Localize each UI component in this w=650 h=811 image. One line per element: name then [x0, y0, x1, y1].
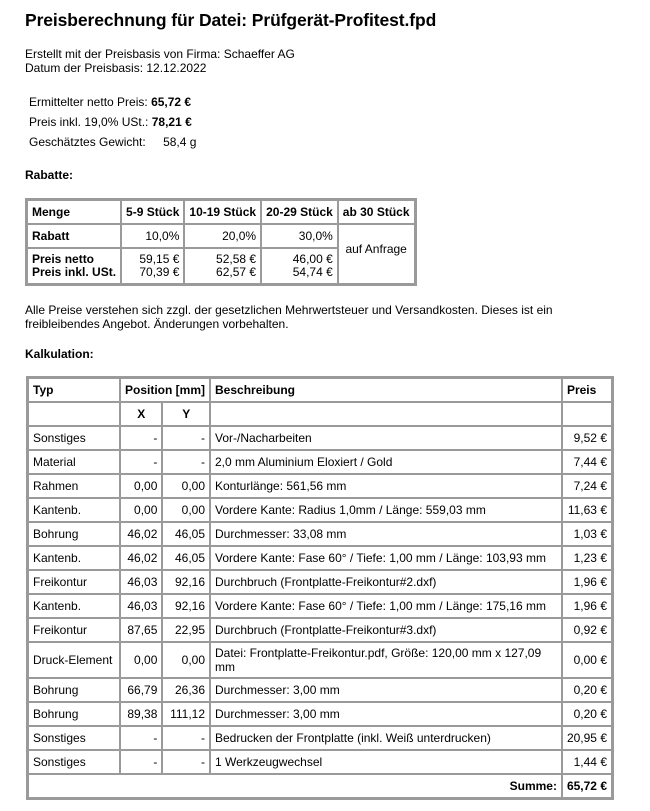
calc-cell-preis: 0,20 €: [562, 702, 612, 726]
netto-value: 52,58 €: [216, 252, 257, 266]
calc-cell-x: 66,79: [120, 678, 162, 702]
discount-rate-value: 10,0%: [121, 224, 184, 248]
calc-cell-y: -: [162, 726, 210, 750]
calc-cell-y: 22,95: [162, 618, 210, 642]
discount-price-cell: [184, 248, 261, 284]
calc-cell-typ: Sonstiges: [28, 726, 120, 750]
calc-row: [28, 450, 612, 474]
weight-label: Geschätztes Gewicht:: [29, 135, 146, 149]
calc-row: [28, 522, 612, 546]
calc-header-typ: Typ: [28, 378, 120, 402]
calc-cell-beschreibung: Durchbruch (Frontplatte-Freikontur#3.dxf): [210, 618, 562, 642]
calc-cell-x: 0,00: [120, 642, 162, 678]
calc-cell-beschreibung: Durchbruch (Frontplatte-Freikontur#2.dxf): [210, 570, 562, 594]
calc-cell-beschreibung: Durchmesser: 3,00 mm: [210, 702, 562, 726]
discount-rate-label: Rabatt: [27, 224, 121, 248]
discount-price-labels: [27, 248, 121, 284]
netto-price-label: Ermittelter netto Preis:: [29, 95, 148, 109]
firma-line: Erstellt mit der Preisbasis von Firma: Schaeffer AG: [25, 47, 295, 61]
calc-cell-typ: Material: [28, 450, 120, 474]
calculation-table: [26, 376, 614, 800]
calc-cell-y: -: [162, 750, 210, 774]
calc-header-x: X: [120, 402, 162, 426]
calc-header-y: Y: [162, 402, 210, 426]
calc-cell-typ: Rahmen: [28, 474, 120, 498]
calc-cell-y: 92,16: [162, 594, 210, 618]
calc-cell-y: 92,16: [162, 570, 210, 594]
calc-cell-typ: Sonstiges: [28, 750, 120, 774]
calc-header-row: [28, 378, 612, 402]
calc-subheader-empty: [28, 402, 120, 426]
calc-cell-beschreibung: Vordere Kante: Fase 60° / Tiefe: 1,00 mm / Länge: 103,93 mm: [210, 546, 562, 570]
calc-cell-beschreibung: Bedrucken der Frontplatte (inkl. Weiß unterdrucken): [210, 726, 562, 750]
calc-subheader-empty: [210, 402, 562, 426]
calc-cell-y: 46,05: [162, 546, 210, 570]
weight-row: [29, 134, 196, 154]
terms-note: Alle Preise verstehen sich zzgl. der gesetzlichen Mehrwertsteuer und Versandkosten. Dieses ist ein freibleibendes Angebot. Änderungen vorbehalten.: [25, 303, 553, 331]
calc-cell-x: -: [120, 750, 162, 774]
discount-header-20-29: 20-29 Stück: [261, 200, 338, 224]
netto-value: 59,15 €: [139, 252, 180, 266]
calc-cell-x: -: [120, 426, 162, 450]
calc-cell-preis: 0,92 €: [562, 618, 612, 642]
calc-cell-preis: 7,44 €: [562, 450, 612, 474]
calc-row: [28, 546, 612, 570]
discount-header-ab-30: ab 30 Stück: [338, 200, 415, 224]
calc-cell-x: 46,02: [120, 546, 162, 570]
brutto-value: 54,74 €: [292, 265, 333, 279]
discount-header-10-19: 10-19 Stück: [184, 200, 261, 224]
calc-cell-y: -: [162, 450, 210, 474]
netto-price-value: 65,72 €: [151, 95, 192, 109]
calc-cell-typ: Druck-Element: [28, 642, 120, 678]
weight-value: 58,4 g: [163, 135, 197, 149]
calc-cell-x: 0,00: [120, 474, 162, 498]
calc-cell-preis: 0,00 €: [562, 642, 612, 678]
discount-header-row: [27, 200, 415, 224]
kalkulation-heading: Kalkulation:: [25, 347, 94, 361]
calc-body: [28, 426, 612, 774]
calc-cell-typ: Bohrung: [28, 522, 120, 546]
calc-cell-preis: 0,20 €: [562, 678, 612, 702]
discount-header-5-9: 5-9 Stück: [121, 200, 184, 224]
calc-cell-x: 0,00: [120, 498, 162, 522]
calc-row: [28, 678, 612, 702]
rabatte-heading: Rabatte:: [25, 168, 74, 182]
calc-cell-y: 0,00: [162, 474, 210, 498]
calc-total-value: 65,72 €: [562, 774, 612, 798]
calc-cell-preis: 1,96 €: [562, 594, 612, 618]
calc-cell-preis: 11,63 €: [562, 498, 612, 522]
brutto-price-row: [29, 114, 196, 134]
discount-price-cell: [121, 248, 184, 284]
calc-cell-beschreibung: Durchmesser: 33,08 mm: [210, 522, 562, 546]
calc-cell-beschreibung: 1 Werkzeugwechsel: [210, 750, 562, 774]
calc-cell-beschreibung: Vordere Kante: Fase 60° / Tiefe: 1,00 mm / Länge: 175,16 mm: [210, 594, 562, 618]
calc-row: [28, 702, 612, 726]
calc-total-row: [28, 774, 612, 798]
brutto-value: 62,57 €: [216, 265, 257, 279]
calc-cell-typ: Kantenb.: [28, 498, 120, 522]
calc-cell-typ: Freikontur: [28, 570, 120, 594]
calc-cell-preis: 9,52 €: [562, 426, 612, 450]
calc-cell-x: 46,03: [120, 594, 162, 618]
calc-cell-beschreibung: Vor-/Nacharbeiten: [210, 426, 562, 450]
datum-line: Datum der Preisbasis: 12.12.2022: [25, 61, 207, 75]
calc-row: [28, 726, 612, 750]
netto-price-row: [29, 94, 196, 114]
calc-row: [28, 594, 612, 618]
calc-cell-y: 111,12: [162, 702, 210, 726]
price-summary: [29, 94, 196, 154]
price-basis-info: [25, 47, 295, 75]
calc-cell-x: -: [120, 450, 162, 474]
calc-subheader-row: [28, 402, 612, 426]
discount-header-menge: Menge: [27, 200, 121, 224]
calc-cell-typ: Bohrung: [28, 702, 120, 726]
calc-cell-y: 0,00: [162, 498, 210, 522]
calc-cell-preis: 1,96 €: [562, 570, 612, 594]
discount-on-request: [338, 224, 415, 284]
on-request-text: auf Anfrage: [345, 242, 407, 256]
calc-cell-x: 46,02: [120, 522, 162, 546]
calc-header-preis: Preis: [562, 378, 612, 402]
discount-rate-value: 30,0%: [261, 224, 338, 248]
calc-cell-beschreibung: Konturlänge: 561,56 mm: [210, 474, 562, 498]
calc-cell-beschreibung: Vordere Kante: Radius 1,0mm / Länge: 559,03 mm: [210, 498, 562, 522]
page-title: Preisberechnung für Datei: Prüfgerät-Profitest.fpd: [25, 10, 437, 30]
brutto-price-label: Preis inkl. 19,0% USt.:: [29, 115, 149, 129]
calc-header-beschreibung: Beschreibung: [210, 378, 562, 402]
calc-row: [28, 642, 612, 678]
discount-rate-row: [27, 224, 415, 248]
calc-cell-y: -: [162, 426, 210, 450]
netto-label: Preis netto: [32, 252, 95, 266]
discount-table: [25, 198, 417, 286]
calc-cell-y: 26,36: [162, 678, 210, 702]
calc-row: [28, 750, 612, 774]
calc-cell-preis: 20,95 €: [562, 726, 612, 750]
calc-subheader-empty: [562, 402, 612, 426]
brutto-label: Preis inkl. USt.: [32, 265, 117, 279]
calc-row: [28, 618, 612, 642]
calc-cell-preis: 1,44 €: [562, 750, 612, 774]
calc-row: [28, 498, 612, 522]
calc-cell-x: -: [120, 726, 162, 750]
calc-cell-typ: Freikontur: [28, 618, 120, 642]
calc-header-position: Position [mm]: [120, 378, 210, 402]
calc-cell-y: 0,00: [162, 642, 210, 678]
calc-cell-beschreibung: Durchmesser: 3,00 mm: [210, 678, 562, 702]
calc-row: [28, 474, 612, 498]
calc-cell-preis: 1,03 €: [562, 522, 612, 546]
calc-total-label: Summe:: [28, 774, 562, 798]
calc-cell-typ: Kantenb.: [28, 546, 120, 570]
calc-row: [28, 570, 612, 594]
calc-cell-preis: 1,23 €: [562, 546, 612, 570]
calc-cell-typ: Bohrung: [28, 678, 120, 702]
calc-cell-beschreibung: 2,0 mm Aluminium Eloxiert / Gold: [210, 450, 562, 474]
discount-rate-value: 20,0%: [184, 224, 261, 248]
calc-cell-x: 46,03: [120, 570, 162, 594]
calc-cell-x: 89,38: [120, 702, 162, 726]
netto-value: 46,00 €: [292, 252, 333, 266]
calc-cell-typ: Kantenb.: [28, 594, 120, 618]
calc-cell-beschreibung: Datei: Frontplatte-Freikontur.pdf, Größe: 120,00 mm x 127,09 mm: [210, 642, 562, 678]
calc-cell-typ: Sonstiges: [28, 426, 120, 450]
calc-cell-y: 46,05: [162, 522, 210, 546]
brutto-value: 70,39 €: [139, 265, 180, 279]
calc-cell-x: 87,65: [120, 618, 162, 642]
calc-cell-preis: 7,24 €: [562, 474, 612, 498]
brutto-price-value: 78,21 €: [151, 115, 192, 129]
discount-price-cell: [261, 248, 338, 284]
calc-row: [28, 426, 612, 450]
